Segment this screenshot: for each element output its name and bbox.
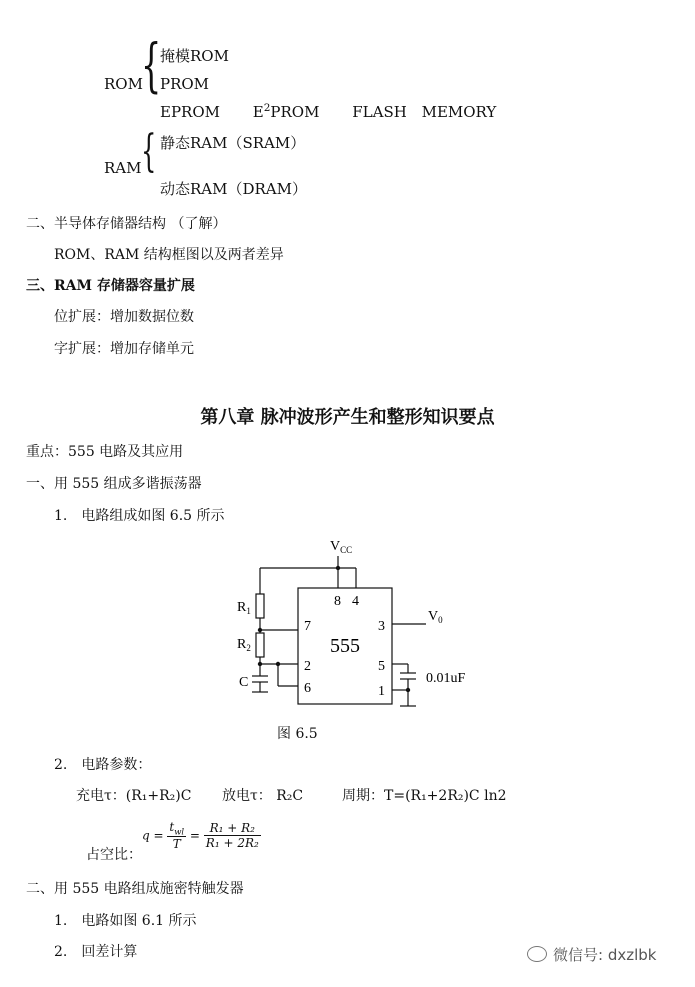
ram-item-sram: 静态RAM（SRAM）: [160, 134, 306, 152]
rom-brace: {: [141, 31, 162, 99]
pin-5-label: 5: [378, 659, 385, 674]
ram-item-dram: 动态RAM（DRAM）: [160, 180, 307, 198]
schmitt-section-title: 二、用 555 电路组成施密特触发器: [26, 881, 244, 897]
bit-expansion: 位扩展：增加数据位数: [54, 309, 194, 325]
rom-label: ROM: [104, 75, 143, 93]
cap-value-label: 0.01uF: [426, 671, 466, 686]
vcc-label: $V_{CC}$: [330, 539, 353, 555]
resistor-r2: [256, 633, 264, 657]
rom-item-eprom-line: [160, 102, 496, 121]
section-3-title: 三、RAM 存储器容量扩展: [26, 278, 195, 294]
pin-3-label: 3: [378, 619, 385, 634]
resistor-r1: [256, 594, 264, 618]
pin-6-label: 6: [304, 681, 311, 696]
v0-label: $V_0$: [428, 609, 443, 625]
duty-label: 占空比：: [86, 847, 142, 863]
pin-1-label: 1: [378, 684, 385, 699]
duty-formula: q = $\frac{t_{wl}}{T}$ = $\frac{\text{R₁ + R₂}}{\text{R₁ + 2R₂}}$: [142, 820, 259, 852]
chapter-8-title: 第八章 脉冲波形产生和整形知识要点: [200, 407, 495, 428]
r1-label: $R_1$: [237, 600, 251, 616]
discharge-formula: 放电τ： R₂C: [222, 788, 304, 804]
c-label: C: [239, 675, 249, 690]
word-expansion: 字扩展：增加存储单元: [54, 341, 194, 357]
circuit-555-diagram: [230, 530, 480, 745]
period-formula: 周期：T=(R₁+2R₂)C ln2: [342, 788, 507, 804]
watermark: 微信号: dxzlbk: [527, 944, 656, 965]
section-2-title: 二、半导体存储器结构 （了解）: [26, 216, 227, 232]
pin-4-label: 4: [352, 594, 359, 609]
list-item: 2. 回差计算: [54, 944, 138, 960]
pin-7-label: 7: [304, 619, 311, 634]
section-1-title: 一、用 555 组成多谐振荡器: [26, 476, 202, 492]
chapter-focus: 重点：555 电路及其应用: [26, 444, 184, 460]
eprom-text: EPROM: [160, 103, 220, 121]
list-item: 1. 电路如图 6.1 所示: [54, 913, 197, 929]
memory-text: MEMORY: [421, 103, 497, 121]
list-item: 2. 电路参数：: [54, 757, 152, 773]
ram-brace: {: [141, 126, 157, 177]
duty-frac-1: $\frac{t_{wl}}{T}$: [169, 820, 185, 852]
rom-item-prom: PROM: [160, 75, 210, 93]
list-item: 1. 电路组成如图 6.5 所示: [54, 508, 225, 524]
pin-8-label: 8: [334, 594, 341, 609]
pin-2-label: 2: [304, 659, 311, 674]
figure-caption: 图 6.5: [277, 726, 318, 742]
duty-frac-2: $\frac{\text{R₁ + R₂}}{\text{R₁ + 2R₂}}$: [205, 821, 259, 851]
rom-item-mask: 掩模ROM: [160, 47, 229, 65]
eeprom-text: $E^2PROM$: [252, 102, 320, 121]
wechat-icon: [527, 946, 547, 962]
chip-label: 555: [330, 635, 360, 657]
section-2-body: ROM、RAM 结构框图以及两者差异: [54, 247, 284, 263]
flash-text: FLASH: [352, 103, 407, 121]
r2-label: $R_2$: [237, 637, 251, 653]
charge-formula: 充电τ：(R₁+R₂)C: [76, 788, 192, 804]
ram-label: RAM: [104, 159, 142, 177]
